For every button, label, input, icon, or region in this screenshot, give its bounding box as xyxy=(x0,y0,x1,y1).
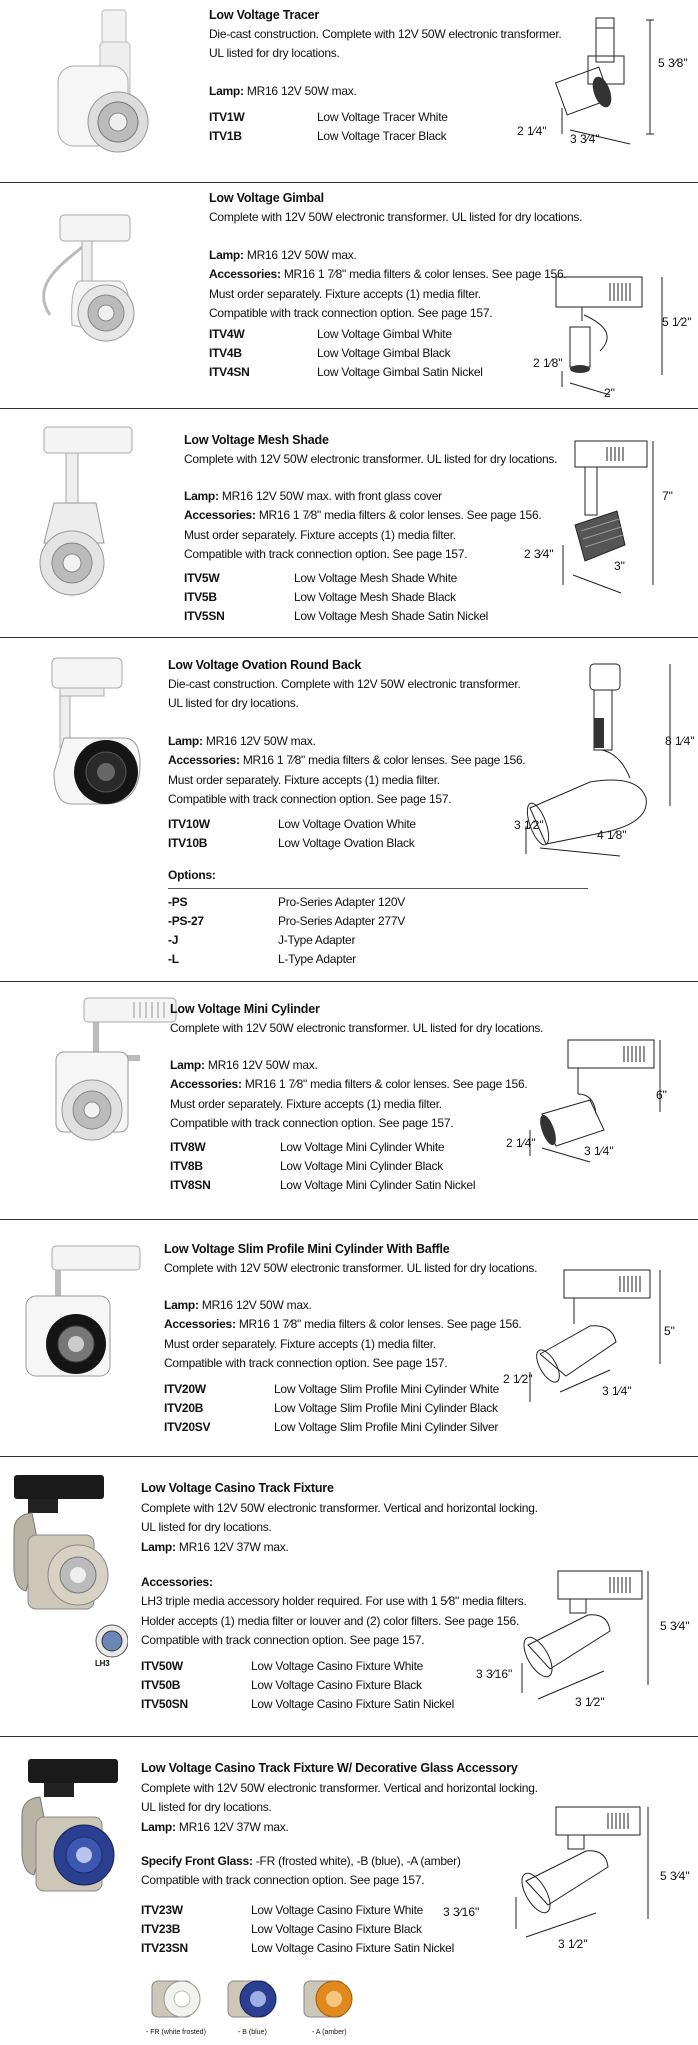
product-title: Low Voltage Tracer xyxy=(209,8,320,22)
glass-spec: Specify Front Glass: -FR (frosted white), -B (blue), -A (amber) Compatible with track connection option. See page 157. xyxy=(141,1854,461,1888)
depth-dimension: 2" xyxy=(604,386,615,400)
model-row: ITV50SN Low Voltage Casino Fixture Satin Nickel xyxy=(141,1697,455,1711)
height-dimension: 5 1⁄2" xyxy=(662,315,692,329)
model-row: ITV5B Low Voltage Mesh Shade Black xyxy=(184,590,456,604)
product-description: Complete with 12V 50W electronic transformer. Vertical and horizontal locking. UL listed for dry locations. Lamp: MR16 12V 37W max. xyxy=(141,1501,538,1554)
lamp-spec: Lamp: MR16 12V 50W max. Accessories: MR16 1 7⁄8" media filters & color lenses. See page 156. Must order separately. Fixture accepts (1) media filter. Compatible with track connection option. See page 157. xyxy=(170,1058,528,1130)
depth-dimension: 3 1⁄2" xyxy=(558,1937,588,1951)
product-description: Complete with 12V 50W electronic transformer. UL listed for dry locations. xyxy=(184,452,558,466)
option-row: -J J-Type Adapter xyxy=(168,933,356,947)
depth-dimension: 4 1⁄8" xyxy=(597,828,627,842)
model-row: ITV5SN Low Voltage Mesh Shade Satin Nickel xyxy=(184,609,489,623)
model-row: ITV50B Low Voltage Casino Fixture Black xyxy=(141,1678,422,1692)
product-section-mesh-shade xyxy=(0,409,698,637)
product-title: Low Voltage Mini Cylinder xyxy=(170,1002,320,1016)
product-title: Low Voltage Casino Track Fixture W/ Decorative Glass Accessory xyxy=(141,1761,518,1775)
mesh-shade-dimension-diagram xyxy=(545,435,665,605)
swatch-label: - FR (white frosted) xyxy=(146,2029,206,2036)
product-title: Low Voltage Mesh Shade xyxy=(184,433,329,447)
depth-dimension: 3 1⁄4" xyxy=(584,1144,614,1158)
swatch-label: - A (amber) xyxy=(312,2029,347,2036)
glass-swatch-blue xyxy=(224,1973,284,2025)
model-row: ITV4SN Low Voltage Gimbal Satin Nickel xyxy=(209,365,483,379)
model-row: ITV50W Low Voltage Casino Fixture White xyxy=(141,1659,424,1673)
model-row: ITV23SN Low Voltage Casino Fixture Satin Nickel xyxy=(141,1941,455,1955)
model-row: ITV10W Low Voltage Ovation White xyxy=(168,817,416,831)
swatch-label: - B (blue) xyxy=(238,2029,267,2036)
model-row: ITV8B Low Voltage Mini Cylinder Black xyxy=(170,1159,443,1173)
casino-decorative-dimension-diagram xyxy=(476,1801,656,1951)
lamp-spec: Lamp: MR16 12V 50W max. with front glass cover Accessories: MR16 1 7⁄8" media filters & color lenses. See page 156. Must order separately. Fixture accepts (1) media filter. Compatible with track connection option. See page 157. xyxy=(184,489,542,561)
depth-dimension: 3 3⁄4" xyxy=(570,132,600,146)
product-section-mini-cylinder xyxy=(0,982,698,1219)
options-heading: Options: xyxy=(168,868,216,882)
product-description: Complete with 12V 50W electronic transformer. UL listed for dry locations. xyxy=(164,1261,538,1275)
ovation-fixture-photo xyxy=(44,654,164,824)
product-title: Low Voltage Slim Profile Mini Cylinder With Baffle xyxy=(164,1242,450,1256)
model-row: ITV1B Low Voltage Tracer Black xyxy=(209,129,447,143)
model-row: ITV20SV Low Voltage Slim Profile Mini Cylinder Silver xyxy=(164,1420,499,1434)
height-dimension: 6" xyxy=(656,1088,667,1102)
product-section-tracer xyxy=(0,0,698,182)
width-dimension: 2 1⁄2" xyxy=(503,1372,533,1386)
model-row: ITV10B Low Voltage Ovation Black xyxy=(168,836,415,850)
width-dimension: 2 1⁄4" xyxy=(506,1136,536,1150)
product-description: Die-cast construction. Complete with 12V 50W electronic transformer. UL listed for dry locations. xyxy=(209,27,562,61)
lamp-spec: Lamp: MR16 12V 50W max. Accessories: MR16 1 7⁄8" media filters & color lenses. See page 156. Must order separately. Fixture accepts (1) media filter. Compatible with track connection option. See page 157. xyxy=(209,248,567,320)
lamp-spec: Lamp: MR16 12V 50W max. Accessories: MR16 1 7⁄8" media filters & color lenses. See page 156. Must order separately. Fixture accepts (1) media filter. Compatible with track connection option. See page 157. xyxy=(168,734,526,806)
model-row: ITV1W Low Voltage Tracer White xyxy=(209,110,448,124)
height-dimension: 8 1⁄4" xyxy=(665,734,695,748)
tracer-fixture-photo xyxy=(40,4,180,164)
option-row: -PS-27 Pro-Series Adapter 277V xyxy=(168,914,405,928)
casino-dimension-diagram xyxy=(498,1565,658,1715)
lamp-spec: Lamp: MR16 12V 50W max. Accessories: MR16 1 7⁄8" media filters & color lenses. See page 156. Must order separately. Fixture accepts (1) media filter. Compatible with track connection option. See page 157. xyxy=(164,1298,522,1370)
width-dimension: 2 1⁄4" xyxy=(517,124,547,138)
width-dimension: 3 3⁄16" xyxy=(476,1667,513,1681)
depth-dimension: 3 1⁄4" xyxy=(602,1384,632,1398)
casino-fixture-photo xyxy=(8,1471,128,1671)
height-dimension: 5 3⁄4" xyxy=(660,1869,690,1883)
glass-swatch-amber xyxy=(300,1973,360,2025)
option-row: -L L-Type Adapter xyxy=(168,952,356,966)
option-row: -PS Pro-Series Adapter 120V xyxy=(168,895,405,909)
height-dimension: 5 3⁄8" xyxy=(658,56,688,70)
slim-profile-dimension-diagram xyxy=(520,1264,670,1414)
width-dimension: 3 3⁄16" xyxy=(443,1905,480,1919)
depth-dimension: 3 1⁄2" xyxy=(575,1695,605,1709)
model-row: ITV23W Low Voltage Casino Fixture White xyxy=(141,1903,424,1917)
height-dimension: 7" xyxy=(662,489,673,503)
model-row: ITV20B Low Voltage Slim Profile Mini Cylinder Black xyxy=(164,1401,498,1415)
product-title: Low Voltage Gimbal xyxy=(209,191,324,205)
height-dimension: 5" xyxy=(664,1324,675,1338)
casino-decorative-fixture-photo xyxy=(8,1755,128,1915)
gimbal-fixture-photo xyxy=(20,205,170,375)
glass-swatch-frosted xyxy=(148,1973,208,2025)
product-description: Complete with 12V 50W electronic transformer. Vertical and horizontal locking. UL listed for dry locations. Lamp: MR16 12V 37W max. xyxy=(141,1781,538,1834)
model-row: ITV8W Low Voltage Mini Cylinder White xyxy=(170,1140,445,1154)
product-title: Low Voltage Casino Track Fixture xyxy=(141,1481,334,1495)
width-dimension: 2 1⁄8" xyxy=(533,356,563,370)
product-section-casino-decorative xyxy=(0,1737,698,2045)
model-row: ITV4W Low Voltage Gimbal White xyxy=(209,327,452,341)
model-row: ITV20W Low Voltage Slim Profile Mini Cylinder White xyxy=(164,1382,500,1396)
gimbal-dimension-diagram xyxy=(540,271,680,401)
model-row: ITV23B Low Voltage Casino Fixture Black xyxy=(141,1922,422,1936)
width-dimension: 2 3⁄4" xyxy=(524,547,554,561)
product-description: Complete with 12V 50W electronic transformer. UL listed for dry locations. xyxy=(170,1021,544,1035)
accessories-block: Accessories: LH3 triple media accessory holder required. For use with 1 5⁄8" media filters. Holder accepts (1) media filter or louver and (2) color filters. See page 156. Compatible with track connection option. See page 157. xyxy=(141,1575,527,1647)
product-section-ovation xyxy=(0,638,698,981)
model-row: ITV8SN Low Voltage Mini Cylinder Satin Nickel xyxy=(170,1178,476,1192)
slim-profile-fixture-photo xyxy=(18,1240,148,1400)
options-divider xyxy=(168,888,588,889)
product-description: Complete with 12V 50W electronic transformer. UL listed for dry locations. xyxy=(209,210,583,224)
tracer-dimension-diagram xyxy=(540,12,680,147)
lamp-spec: Lamp: MR16 12V 50W max. xyxy=(209,84,357,98)
model-row: ITV5W Low Voltage Mesh Shade White xyxy=(184,571,458,585)
model-row: ITV4B Low Voltage Gimbal Black xyxy=(209,346,451,360)
mesh-shade-fixture-photo xyxy=(14,423,144,603)
width-dimension: 3 1⁄2" xyxy=(514,818,544,832)
product-section-gimbal xyxy=(0,183,698,408)
product-title: Low Voltage Ovation Round Back xyxy=(168,658,362,672)
mini-cylinder-fixture-photo xyxy=(44,992,184,1152)
product-section-slim-profile xyxy=(0,1220,698,1456)
depth-dimension: 3" xyxy=(614,559,625,573)
product-description: Die-cast construction. Complete with 12V 50W electronic transformer. UL listed for dry locations. xyxy=(168,677,521,711)
lh3-label: LH3 xyxy=(95,1659,110,1668)
height-dimension: 5 3⁄4" xyxy=(660,1619,690,1633)
product-section-casino xyxy=(0,1457,698,1736)
